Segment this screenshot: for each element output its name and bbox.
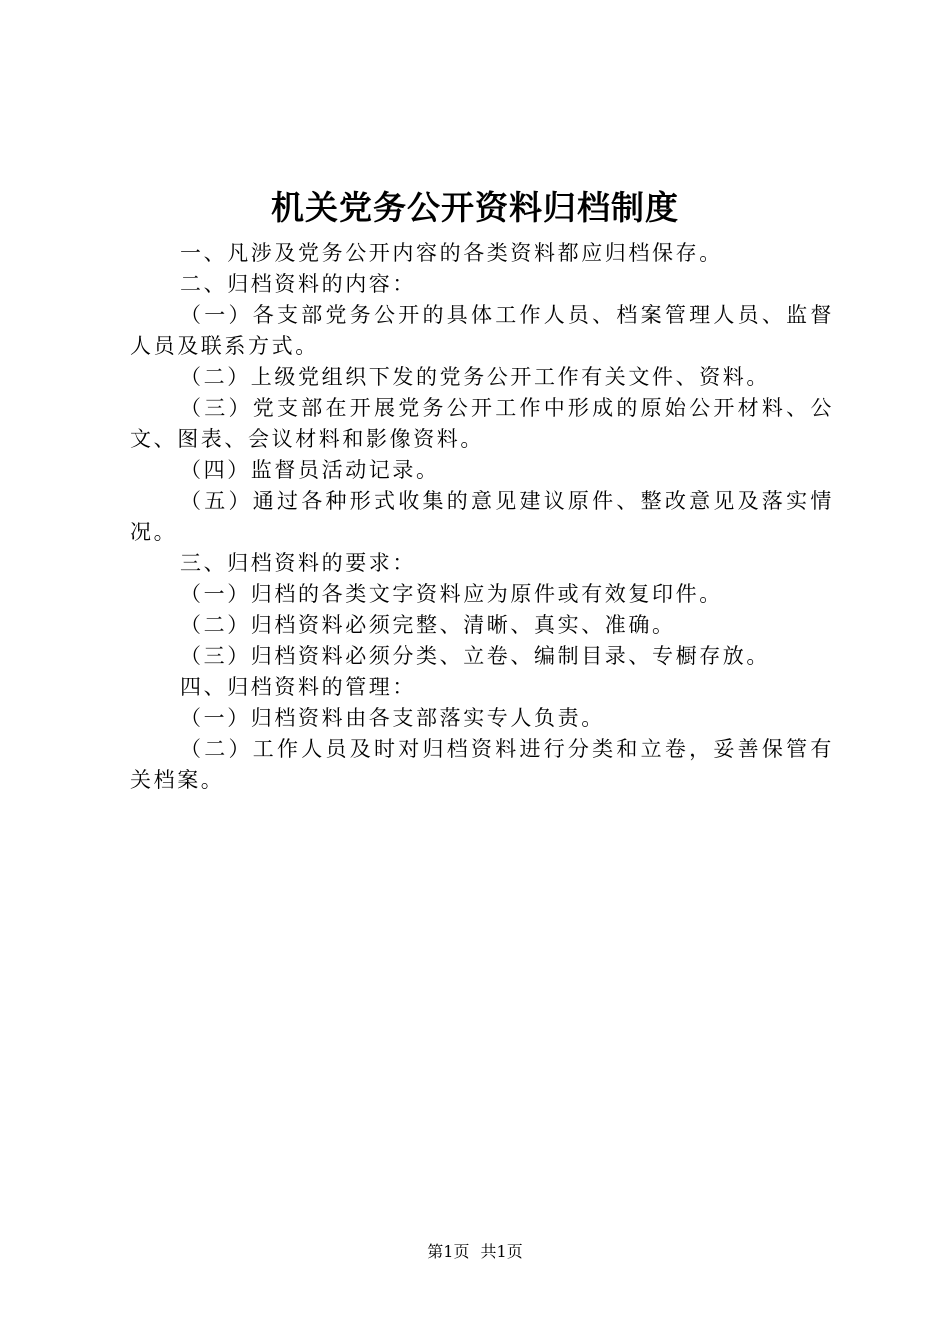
paragraph: （一）归档资料由各支部落实专人负责。	[180, 706, 605, 730]
paragraph: 一、凡涉及党务公开内容的各类资料都应归档保存。	[180, 241, 723, 265]
section-heading: 三、归档资料的要求：	[180, 551, 416, 575]
document-body	[130, 238, 834, 796]
page-footer	[0, 1242, 950, 1262]
paragraph: （五）通过各种形式收集的意见建议原件、整改意见及落实情况。	[130, 489, 834, 544]
paragraph: （一）各支部党务公开的具体工作人员、档案管理人员、监督人员及联系方式。	[130, 303, 834, 358]
page-number: 第1页	[427, 1242, 470, 1261]
paragraph: （三）归档资料必须分类、立卷、编制目录、专橱存放。	[180, 644, 770, 668]
paragraph: （二）上级党组织下发的党务公开工作有关文件、资料。	[180, 365, 770, 389]
section-heading: 四、归档资料的管理：	[180, 675, 416, 699]
paragraph: （四）监督员活动记录。	[180, 458, 440, 482]
paragraph: （二）工作人员及时对归档资料进行分类和立卷，妥善保管有关档案。	[130, 737, 834, 792]
page-total: 共1页	[480, 1242, 523, 1261]
document-title: 机关党务公开资料归档制度	[271, 188, 679, 227]
paragraph: （二）归档资料必须完整、清晰、真实、准确。	[180, 613, 676, 637]
section-heading: 二、归档资料的内容：	[180, 272, 416, 296]
paragraph: （三）党支部在开展党务公开工作中形成的原始公开材料、公文、图表、会议材料和影像资料。	[130, 396, 834, 451]
paragraph: （一）归档的各类文字资料应为原件或有效复印件。	[180, 582, 723, 606]
